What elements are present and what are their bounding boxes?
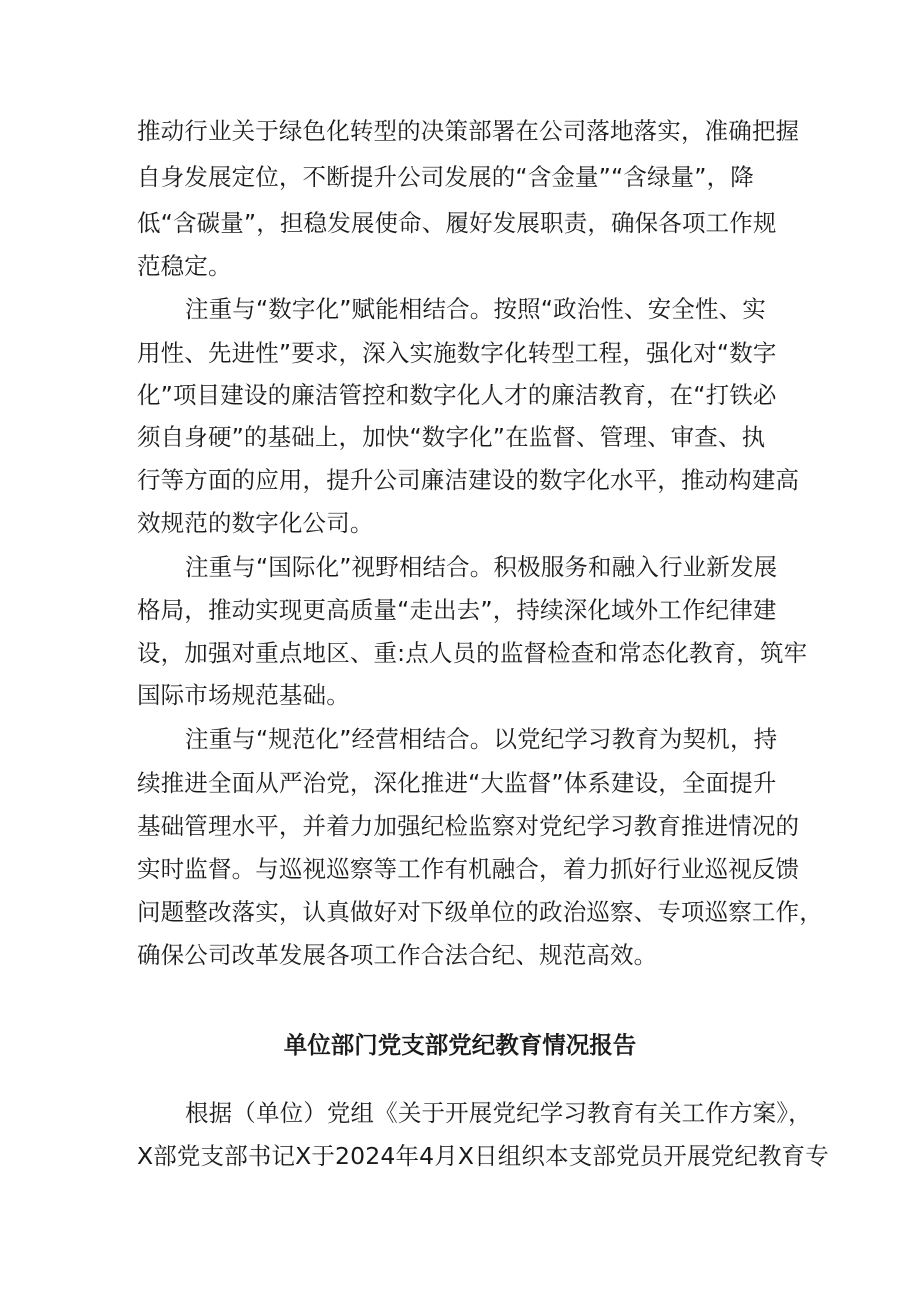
paragraph-2-line-2: 用性、先进性”要求，深入实施数字化转型工程，强化对“数字	[137, 339, 777, 367]
paragraph-1-line-2: 自身发展定位，不断提升公司发展的“含金量”“含绿量”，降	[137, 163, 754, 191]
paragraph-3-line-1: 注重与“国际化”视野相结合。积极服务和融入行业新发展	[185, 553, 778, 581]
paragraph-1-line-3: 低“含碳量”，担稳发展使命、履好发展职责，确保各项工作规	[137, 209, 777, 237]
report-title: 单位部门党支部党纪教育情况报告	[283, 1031, 637, 1059]
paragraph-4-line-4: 实时监督。与巡视巡察等工作有机融合，着力抓好行业巡视反馈	[137, 855, 800, 883]
paragraph-2-line-4: 须自身硬”的基础上，加快“数字化”在监督、管理、审查、执	[137, 423, 766, 451]
paragraph-4-line-6: 确保公司改革发展各项工作合法合纪、规范高效。	[137, 941, 658, 969]
paragraph-3-line-4: 国际市场规范基础。	[137, 681, 350, 709]
report-line-2: X部党支部书记X于2024年4月X日组织本支部党员开展党纪教育专	[137, 1142, 829, 1170]
report-line-1: 根据（单位）党组《关于开展党纪学习教育有关工作方案》，	[185, 1099, 812, 1127]
paragraph-1-line-1: 推动行业关于绿色化转型的决策部署在公司落地落实，准确把握	[137, 117, 800, 145]
paragraph-2-line-6: 效规范的数字化公司。	[137, 509, 374, 537]
paragraph-4-line-3: 基础管理水平，并着力加强纪检监察对党纪学习教育推进情况的	[137, 812, 800, 840]
paragraph-3-line-2: 格局，推动实现更高质量“走出去”，持续深化域外工作纪律建	[137, 596, 777, 624]
paragraph-2-line-1: 注重与“数字化”赋能相结合。按照“政治性、安全性、实	[185, 295, 766, 323]
paragraph-4-line-5: 问题整改落实，认真做好对下级单位的政治巡察、专项巡察工作，	[137, 898, 823, 926]
paragraph-2-line-5: 行等方面的应用，提升公司廉洁建设的数字化水平，推动构建高	[137, 466, 800, 494]
paragraph-3-line-3: 设，加强对重点地区、重:点人员的监督检查和常态化教育，筑牢	[137, 639, 808, 667]
paragraph-1-line-4: 范稳定。	[137, 252, 232, 280]
paragraph-4-line-2: 续推进全面从严治党，深化推进“大监督”体系建设，全面提升	[137, 769, 777, 797]
paragraph-4-line-1: 注重与“规范化”经营相结合。以党纪学习教育为契机，持	[185, 725, 778, 753]
paragraph-2-line-3: 化”项目建设的廉洁管控和数字化人才的廉洁教育，在“打铁必	[137, 381, 777, 409]
